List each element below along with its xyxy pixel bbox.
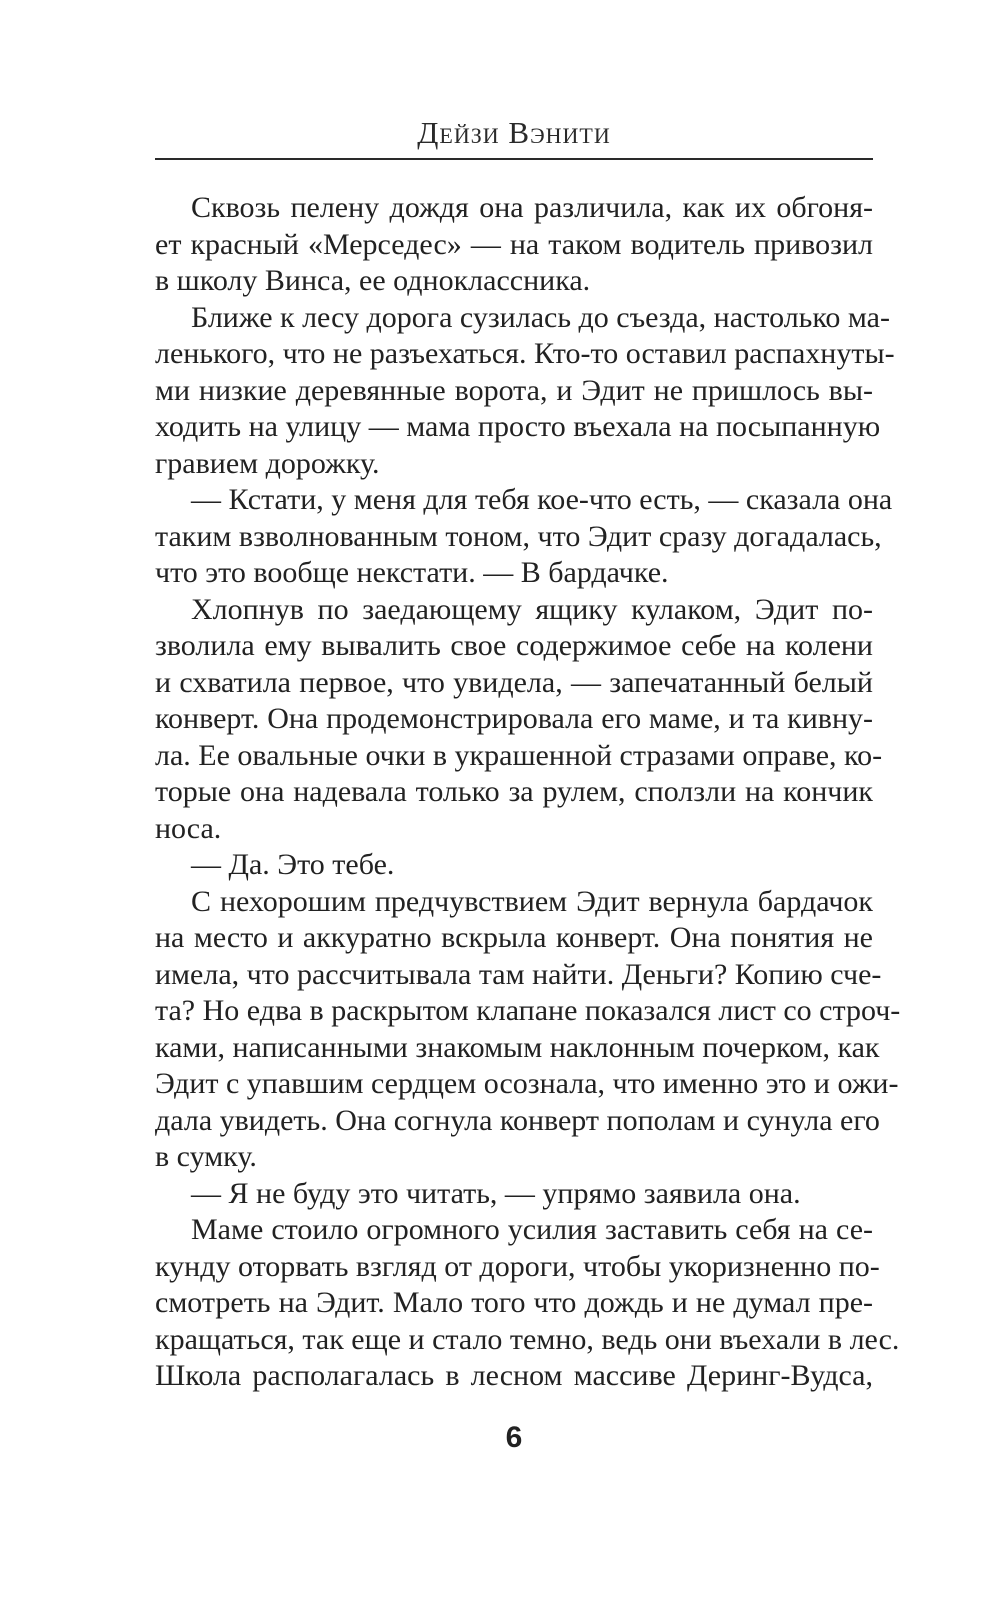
text-line: ками, написанными знакомым наклонным почерком, как (155, 1030, 880, 1064)
text-line: та? Но едва в раскрытом клапане показался лист со строч- (155, 994, 901, 1027)
text-line: носа. (155, 811, 222, 845)
text-line: и схватила первое, что увидела, — запечатанный белый (155, 665, 873, 699)
text-line: Хлопнув по заедающему ящику кулаком, Эдит по- (191, 592, 873, 626)
text-line: таким взволнованным тоном, что Эдит сразу догадалась, (155, 519, 882, 553)
text-line: Ближе к лесу дорога сузилась до съезда, настолько ма- (191, 300, 890, 334)
text-line: Сквозь пелену дождя она различила, как их обгоня- (191, 191, 873, 224)
text-line: в школу Винса, ее одноклассника. (155, 264, 591, 297)
running-head-title: Дейзи Вэнити (417, 115, 611, 150)
text-line: что это вообще некстати. — В бардачке. (155, 556, 669, 589)
text-line: ла. Ее овальные очки в украшенной стразами оправе, ко- (155, 738, 883, 772)
text-line: ет красный «Мерседес» — на таком водитель привозил (155, 227, 873, 261)
text-line: смотреть на Эдит. Мало того что дождь и не думал пре- (155, 1286, 873, 1319)
text-line: Маме стоило огромного усилия заставить себя на се- (191, 1213, 873, 1246)
text-line: — Я не буду это читать, — упрямо заявила она. (191, 1176, 801, 1210)
text-line: кунду оторвать взгляд от дороги, чтобы укоризненно по- (155, 1249, 880, 1283)
page-number: 6 (505, 1421, 523, 1454)
text-line: Эдит с упавшим сердцем осознала, что именно это и ожи- (155, 1067, 899, 1100)
text-line: торые она надевала только за рулем, сползли на кончик (155, 775, 873, 808)
text-line: дала увидеть. Она согнула конверт пополам и сунула его (155, 1103, 880, 1137)
text-line: Школа располагалась в лесном массиве Деринг-Вудса, (155, 1359, 873, 1392)
text-line: — Кстати, у меня для тебя кое-что есть, — сказала она (191, 483, 893, 516)
text-line: кращаться, так еще и стало темно, ведь они въехали в лес. (155, 1322, 900, 1356)
text-line: С нехорошим предчувствием Эдит вернула бардачок (191, 884, 873, 918)
body-text (155, 190, 901, 1395)
text-line: зволила ему вывалить свое содержимое себе на колени (155, 629, 873, 662)
text-line: имела, что рассчитывала там найти. Деньги? Копию сче- (155, 957, 882, 991)
text-line: гравием дорожку. (155, 446, 380, 480)
text-line: на место и аккуратно вскрыла конверт. Она понятия не (155, 921, 873, 954)
text-line: конверт. Она продемонстрировала его маме, и та кивну- (155, 702, 873, 735)
text-line: ходить на улицу — мама просто въехала на посыпанную (155, 410, 881, 443)
text-line: в сумку. (155, 1140, 257, 1173)
text-line: ми низкие деревянные ворота, и Эдит не пришлось вы- (155, 373, 873, 407)
text-line: ленького, что не разъехаться. Кто-то оставил распахнуты- (155, 337, 895, 370)
text-line: — Да. Это тебе. (191, 848, 395, 881)
header-rule (155, 158, 873, 160)
